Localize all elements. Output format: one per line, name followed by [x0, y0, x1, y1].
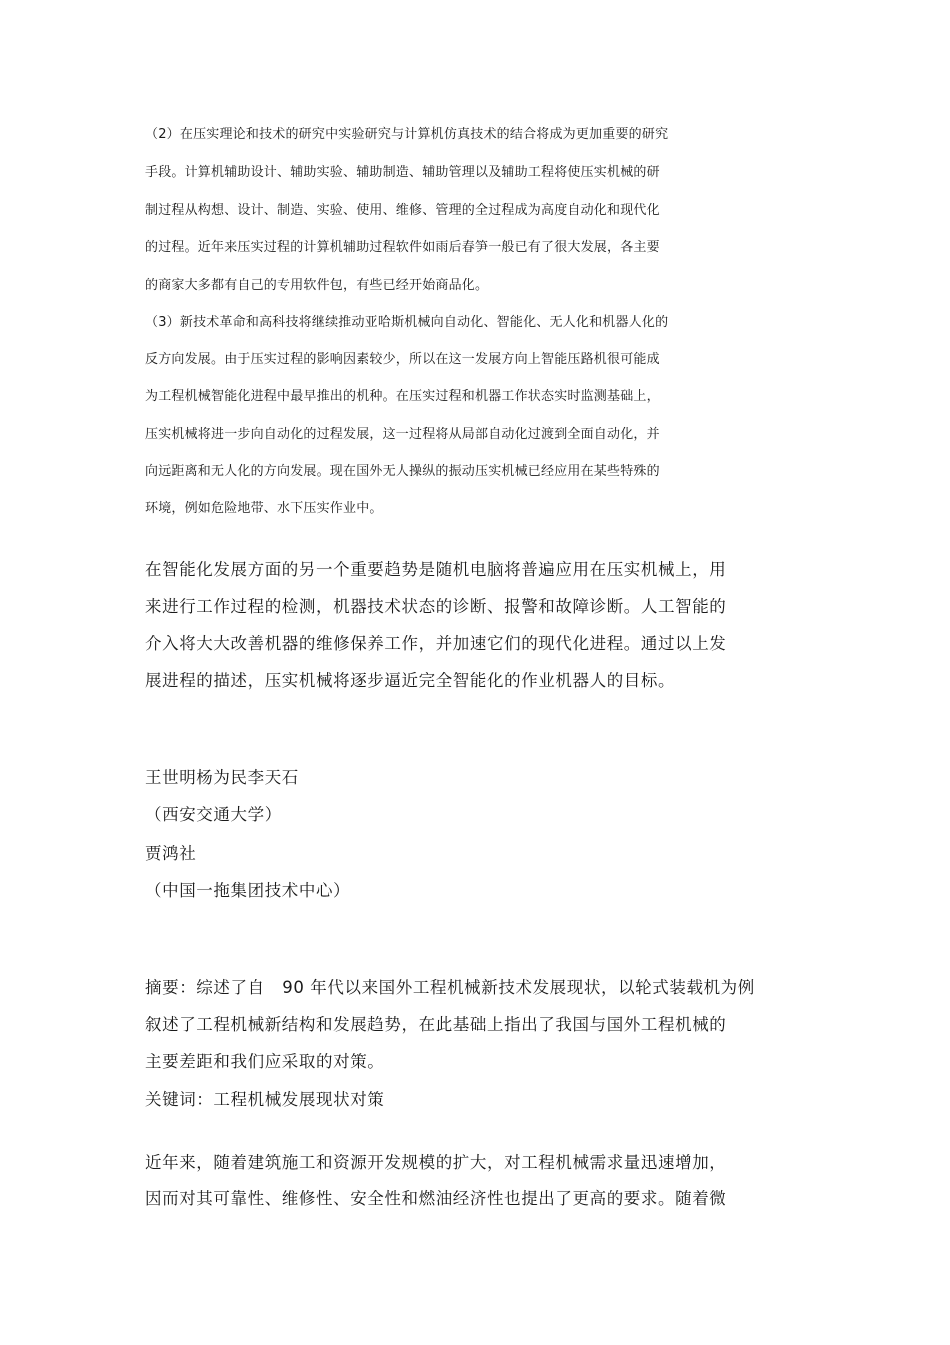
paragraph-line: 介入将大大改善机器的维修保养工作，并加速它们的现代化进程。通过以上发 [145, 634, 727, 653]
paragraph-line: 在智能化发展方面的另一个重要趋势是随机电脑将普遍应用在压实机械上，用 [145, 560, 727, 579]
text-line: 向远距离和无人化的方向发展。现在国外无人操纵的振动压实机械已经应用在某些特殊的 [145, 464, 660, 479]
text-line: 压实机械将进一步向自动化的过程发展，这一过程将从局部自动化过渡到全面自动化，并 [145, 427, 660, 442]
paragraph-line: 展进程的描述，压实机械将逐步逼近完全智能化的作业机器人的目标。 [145, 671, 676, 690]
abstract-line: 主要差距和我们应采取的对策。 [145, 1052, 385, 1071]
abstract-line: 摘要：综述了自 90 年代以来国外工程机械新技术发展现状，以轮式装载机为例 [145, 978, 755, 997]
text-line: 手段。计算机辅助设计、辅助实验、辅助制造、辅助管理以及辅助工程将使压实机械的研 [145, 165, 660, 180]
author-names: 王世明杨为民李天石 [145, 768, 299, 787]
keywords: 关键词：工程机械发展现状对策 [145, 1090, 385, 1109]
text-line: 环境，例如危险地带、水下压实作业中。 [145, 501, 383, 516]
text-line: （3）新技术革命和高科技将继续推动亚哈斯机械向自动化、智能化、无人化和机器人化的 [145, 315, 669, 330]
text-line: 的商家大多都有自己的专用软件包，有些已经开始商品化。 [145, 278, 489, 293]
text-line: 的过程。近年来压实过程的计算机辅助过程软件如雨后春笋一般已有了很大发展，各主要 [145, 240, 660, 255]
text-line: 反方向发展。由于压实过程的影响因素较少，所以在这一发展方向上智能压路机很可能成 [145, 352, 660, 367]
paragraph-line: 因而对其可靠性、维修性、安全性和燃油经济性也提出了更高的要求。随着微 [145, 1189, 727, 1208]
text-line: 为工程机械智能化进程中最早推出的机种。在压实过程和机器工作状态实时监测基础上， [145, 389, 660, 404]
text-line: 制过程从构想、设计、制造、实验、使用、维修、管理的全过程成为高度自动化和现代化 [145, 203, 660, 218]
author-affiliation: （西安交通大学） [145, 805, 282, 824]
paragraph-line: 近年来，随着建筑施工和资源开发规模的扩大，对工程机械需求量迅速增加， [145, 1153, 727, 1172]
paragraph-line: 来进行工作过程的检测，机器技术状态的诊断、报警和故障诊断。人工智能的 [145, 597, 727, 616]
text-line: （2）在压实理论和技术的研究中实验研究与计算机仿真技术的结合将成为更加重要的研究 [145, 127, 669, 142]
author-names: 贾鸿社 [145, 844, 197, 863]
abstract-line: 叙述了工程机械新结构和发展趋势，在此基础上指出了我国与国外工程机械的 [145, 1015, 727, 1034]
author-affiliation: （中国一拖集团技术中心） [145, 881, 351, 900]
